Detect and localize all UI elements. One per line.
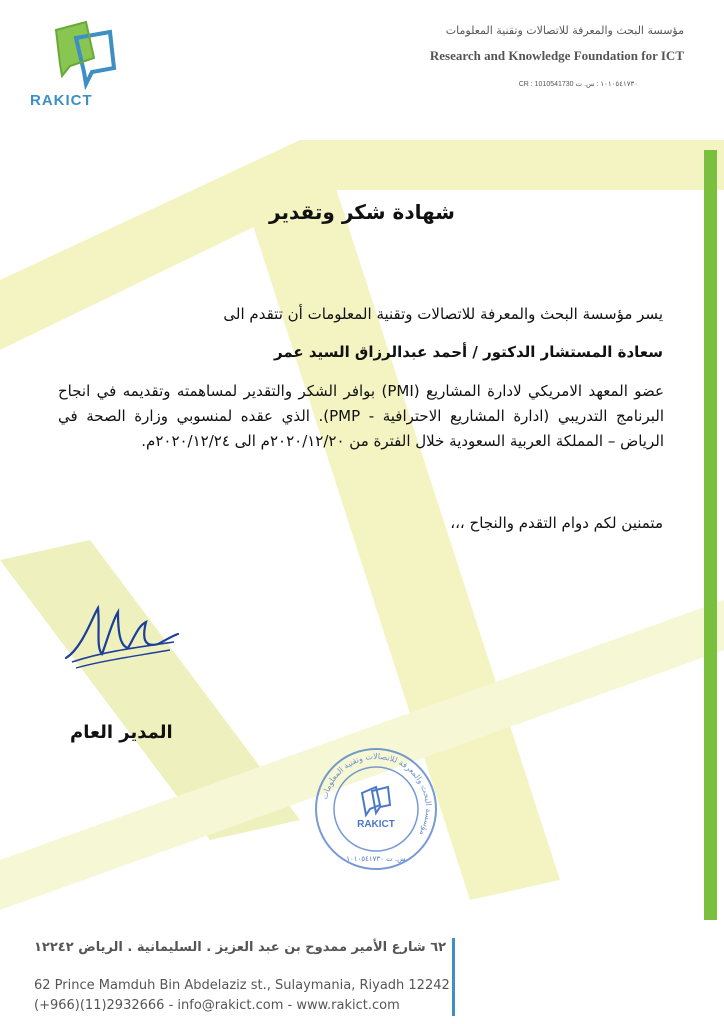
footer-address-arabic: ٦٢ شارع الأمير ممدوح بن عبد العزيز . السليمانية . الرياض ١٢٢٤٢ xyxy=(34,940,447,955)
signature-icon xyxy=(62,598,180,670)
footer-divider xyxy=(452,938,455,1016)
stamp-logo-text: RAKICT xyxy=(357,819,395,830)
green-side-bar xyxy=(704,150,717,920)
official-stamp-icon xyxy=(312,745,440,873)
org-name-arabic: مؤسسة البحث والمعرفة للاتصالات وتقنية المعلومات xyxy=(445,24,684,37)
stamp-cr-text: س. ت ١٠١٠٥٤١٧٣٠ xyxy=(346,855,406,863)
stamp-ring-text: مؤسسة البحث والمعرفة للاتصالات وتقنية المعلومات xyxy=(319,751,434,838)
footer-contact: (+966)(11)2932666 - info@rakict.com - www.rakict.com xyxy=(34,998,400,1013)
footer-address-english: 62 Prince Mamduh Bin Abdelaziz st., Sulaymania, Riyadh 12242 xyxy=(34,978,450,993)
certificate-body: عضو المعهد الامريكي لادارة المشاريع (PMI) بوافر الشكر والتقدير لمساهمته وتقديمه في انجاح البرنامج التدريبي (ادارة المشاريع الاحترافية - PMP). الذي عقده لمنسوبي وزارة الصحة في الرياض – المملكة العربية السعودية خلال الفترة من ٢٠٢٠/١٢/٢٠م الى ٢٠٢٠/١٢/٢٤م. xyxy=(58,382,665,450)
logo-text: RAKICT xyxy=(30,92,93,109)
intro-line: يسر مؤسسة البحث والمعرفة للاتصالات وتقنية المعلومات أن تتقدم الى xyxy=(223,305,663,323)
director-title: المدير العام xyxy=(70,722,173,743)
certificate-title: شهادة شكر وتقدير xyxy=(269,200,455,224)
cr-number: CR : 1010541730 ١٠١٠٥٤١٧٣٠ : س. ت xyxy=(518,81,638,88)
closing-line: متمنين لكم دوام التقدم والنجاح ،،، xyxy=(450,514,663,532)
recipient-line: سعادة المستشار الدكتور / أحمد عبدالرزاق السيد عمر xyxy=(274,343,663,361)
org-name-english: Research and Knowledge Foundation for ICT xyxy=(429,48,684,63)
